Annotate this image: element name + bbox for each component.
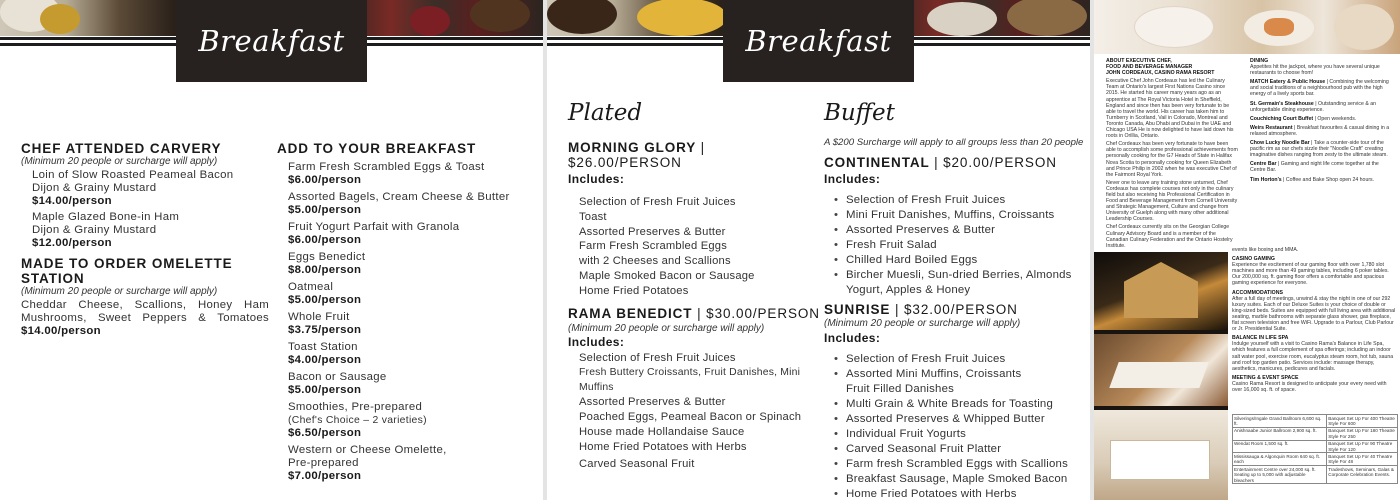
package-item: • Bircher Muesli, Sun-dried Berries, Almonds — [824, 268, 1086, 283]
addon-item-line: Fruit Yogurt Parfait with Granola — [288, 221, 460, 233]
restaurant-entry — [1250, 140, 1390, 158]
chef-bio-heading: FOOD AND BEVERAGE MANAGER — [1106, 64, 1193, 71]
package-items — [824, 193, 1086, 298]
menu-item-line: Dijon & Grainy Mustard — [32, 182, 157, 194]
addon-item — [288, 311, 537, 337]
restaurant-name: Chow Lucky Noodle Bar — [1250, 140, 1310, 147]
restaurant-desc: | Coffee and Bake Shop open 24 hours. — [1283, 176, 1375, 183]
table-cell: Wendat Room 1,500 sq. ft. — [1233, 440, 1327, 453]
amenity-text: After a full day of meetings, unwind & stay the night in one of our 292 luxury suites. Each of our Deluxe Suites is your choice of double or king-sized beds. Suites are equipped with full living area with additional seating, marble bathrooms with separate glass shower, gas fireplace, flat screen television and free WiFi. Upgrade to a Parlour, Club Parlour or Jr. Presidential Suite. — [1232, 295, 1396, 333]
addon-item-line: Smoothies, Pre-prepared — [288, 401, 423, 413]
package-item: • Selection of Fresh Fruit Juices — [824, 352, 1086, 367]
restaurant-name: Couchiching Court Buffet — [1250, 115, 1314, 122]
package-item: • Home Fried Potatoes with Herbs — [824, 487, 1086, 502]
title-banner — [723, 0, 914, 82]
amenity-heading: MEETING & EVENT SPACE — [1232, 374, 1299, 381]
section-note: (Minimum 20 people or surcharge will apply) — [824, 318, 1021, 329]
meeting-space-table — [1232, 414, 1398, 484]
restaurant-desc: | Breakfast favourites & casual dining in a relaxed atmosphere. — [1250, 124, 1390, 137]
package-item: Maple Smoked Bacon or Sausage — [579, 269, 755, 282]
omelette-ingredients: Cheddar Cheese, Scallions, Honey Ham — [21, 299, 269, 311]
package-item: Home Fried Potatoes with Herbs — [579, 440, 747, 453]
package-item: Farm Fresh Scrambled Eggs — [579, 240, 727, 253]
includes-label: Includes: — [568, 335, 625, 349]
includes-label: Includes: — [568, 172, 625, 186]
menu-page-middle — [547, 0, 1090, 500]
table-cell: Entertainment Centre over 24,000 sq. ft. Seating up to 5,000 with adjustable bleachers — [1233, 466, 1327, 484]
addon-item-price: $5.00/person — [288, 204, 362, 216]
chef-bio-heading: JOHN CORDEAUX, CASINO RAMA RESORT — [1106, 70, 1215, 77]
section-heading: MADE TO ORDER OMELETTE STATION — [21, 256, 233, 286]
table-row — [1233, 466, 1398, 484]
package-item: with 2 Cheeses and Scallions — [579, 255, 731, 268]
package-item: Home Fried Potatoes — [579, 284, 689, 297]
addon-item-price: $5.00/person — [288, 384, 362, 396]
addon-item — [288, 221, 537, 247]
resort-photo-mosaic — [1094, 252, 1228, 500]
package-item: • Individual Fruit Yogurts — [824, 427, 1086, 442]
amenity-heading: BALANCE IN LIFE SPA — [1232, 335, 1289, 342]
table-cell: Banquet Set Up For 40 Theatre Style For 48 — [1327, 453, 1398, 466]
addon-item-price: $8.00/person — [288, 264, 362, 276]
addon-item-price: $5.00/person — [288, 294, 362, 306]
addon-item-line: Whole Fruit — [288, 311, 350, 323]
table-cell: Banquet Set Up For 180 Theatre Style For 250 — [1327, 427, 1398, 440]
section-heading: CHEF ATTENDED CARVERY — [21, 141, 222, 156]
restaurant-entry — [1250, 116, 1390, 122]
section-heading: DINING — [1250, 58, 1269, 64]
restaurant-name: Centre Bar — [1250, 161, 1277, 168]
includes-label: Includes: — [824, 172, 881, 186]
table-row — [1233, 440, 1398, 453]
addon-item-price: $4.00/person — [288, 354, 362, 366]
menu-item-price: $14.00/person — [32, 195, 112, 207]
addon-item — [288, 251, 537, 277]
addon-item-price: $6.50/person — [288, 427, 362, 439]
package-item: • Mini Fruit Danishes, Muffins, Croissants — [824, 208, 1086, 223]
amenity-section — [1232, 256, 1398, 286]
restaurant-entry — [1250, 125, 1390, 137]
package-item: • Carved Seasonal Fruit Platter — [824, 442, 1086, 457]
package-item: • Selection of Fresh Fruit Juices — [824, 193, 1086, 208]
buffet-surcharge-note: A $200 Surcharge will apply to all groups less than 20 people — [824, 137, 1084, 148]
table-cell: Anishnaabe Junior Ballroom 2,900 sq. ft. — [1233, 427, 1327, 440]
page-title: Breakfast — [198, 24, 345, 58]
chef-bio-paragraph: Executive Chef John Cordeaux has led the Culinary Team at Ontario's largest First Nations Casino since 2015. He started his career many years ago as an apprentice at The Royal Victoria Hotel in Sheffield, England and since then has been very fortunate to be able to travel the world. His career has taken him to Turnberry in Scotland, Vail in Colorado, Montreal and Toronto Canada, Abu Dhabi and Dubai in the UAE and Chicago USA He is now delighted to have laid down his roots in Orillia, Ontario. — [1106, 78, 1234, 140]
addon-item-line: Farm Fresh Scrambled Eggs & Toast — [288, 161, 485, 173]
info-page-right — [1094, 0, 1400, 500]
package-item: Assorted Preserves & Butter — [579, 396, 726, 409]
restaurant-list — [1250, 79, 1390, 182]
amenity-heading: ACCOMMODATIONS — [1232, 289, 1283, 296]
package-name: SUNRISE — [824, 302, 891, 317]
addon-item-line: Oatmeal — [288, 281, 334, 293]
package-item: House made Hollandaise Sauce — [579, 425, 745, 438]
package-name: CONTINENTAL — [824, 155, 930, 170]
addon-item-line: Western or Cheese Omelette, — [288, 444, 447, 456]
addon-item — [288, 341, 537, 367]
includes-label: Includes: — [824, 331, 881, 345]
amenity-heading: CASINO GAMING — [1232, 256, 1275, 263]
buffet-heading: Buffet — [824, 100, 895, 126]
restaurant-entry — [1250, 177, 1390, 183]
package-item: • Assorted Mini Muffins, Croissants — [824, 367, 1086, 382]
plated-dish-photo — [1094, 0, 1400, 54]
amenity-text: Experience the excitement of our gaming floor with over 1,780 slot machines and more than 49 gaming tables, including 6 poker tables. Our 200,000 sq. ft. gaming floor offers a comfortable and spacious gaming experience for everyone. — [1232, 262, 1389, 287]
table-cell: Mississauga & Algonquin Room 640 sq. ft. each — [1233, 453, 1327, 466]
addon-item-line: Pre-prepared — [288, 457, 359, 469]
package-name: MORNING GLORY — [568, 140, 696, 155]
page-title: Breakfast — [745, 24, 892, 58]
dining-section — [1250, 58, 1390, 186]
chef-bio-paragraph: Chef Cordeaux currently sits on the Georgian College Culinary Advisory Board and is a member of the Canadian Culinary Federation and the Ontario Hostelry Institute. — [1106, 224, 1233, 249]
addon-item-line: Toast Station — [288, 341, 358, 353]
rama-benedict-section — [568, 306, 833, 471]
carvery-section — [21, 141, 261, 250]
resort-amenities — [1232, 247, 1398, 396]
addon-item — [288, 191, 537, 217]
restaurant-desc: | Outstanding service & an unforgettable dining experience. — [1250, 100, 1376, 113]
restaurant-name: St. Germain's Steakhouse — [1250, 100, 1314, 107]
package-item: Carved Seasonal Fruit — [579, 457, 695, 470]
table-row — [1233, 427, 1398, 440]
package-item: Selection of Fresh Fruit Juices — [579, 352, 736, 364]
section-note: (Minimum 20 people or surcharge will apply) — [21, 156, 218, 167]
addon-item — [288, 401, 537, 440]
restaurant-name: MATCH Eatery & Public House — [1250, 79, 1326, 86]
package-items — [568, 195, 823, 299]
menu-item-price: $14.00/person — [21, 325, 101, 337]
amenity-text: Indulge yourself with a visit to Casino Rama's Balance in Life Spa, which features a full complement of spa offerings; including an indoor salt water pool, exercise room, eucalyptus steam room, hot tub, sauna and roof top garden patio. Services include: massage therapy, aesthetics, manicures, pedicures and facials. — [1232, 341, 1394, 372]
sunrise-section — [824, 302, 1086, 502]
restaurant-entry — [1250, 161, 1390, 173]
package-price: | $32.00/PERSON — [894, 302, 1018, 317]
package-price: | $20.00/PERSON — [934, 155, 1057, 170]
omelette-ingredients: Mushrooms, Sweet Peppers & Tomatoes — [21, 312, 269, 324]
addon-item-line: Assorted Bagels, Cream Cheese & Butter — [288, 191, 510, 203]
addon-item — [288, 444, 537, 483]
amenity-section — [1232, 290, 1398, 333]
table-cell: Banquet Set Up For 400 Theatre Style For 600 — [1327, 415, 1398, 428]
events-tail-text: events like boxing and MMA. — [1232, 247, 1299, 253]
menu-item-line: Maple Glazed Bone-in Ham — [32, 211, 180, 223]
omelette-section — [21, 256, 269, 338]
amenity-text: Casino Rama Resort is designed to anticipate your every need with over 16,000 sq. ft. of space. — [1232, 380, 1387, 393]
restaurant-name: Tim Horton's — [1250, 176, 1282, 183]
morning-glory-section — [568, 140, 823, 299]
amenity-sections — [1232, 256, 1398, 393]
restaurant-name: Weirs Restaurant — [1250, 124, 1293, 131]
package-items — [568, 351, 833, 471]
package-item: • Assorted Preserves & Whipped Butter — [824, 412, 1086, 427]
addons-section — [277, 141, 537, 483]
table-row — [1233, 415, 1398, 428]
continental-section — [824, 155, 1086, 298]
package-price: | $26.00/PERSON — [568, 140, 706, 170]
chef-bio-paragraph: Never one to leave any training stone unturned, Chef Cordeaux has complete courses not only in the culinary field but also receiving his Professional Certification in Food and Beverage Management from Cornell University and Strategic Management, Culture and change from University of Guelph along with many other additional Leadership Courses. — [1106, 179, 1238, 223]
section-note: (Minimum 20 people or surcharge will apply) — [568, 323, 765, 334]
addon-item-price: $6.00/person — [288, 174, 362, 186]
addon-item-price: $6.00/person — [288, 234, 362, 246]
package-item: • Breakfast Sausage, Maple Smoked Bacon — [824, 472, 1086, 487]
addon-item-price: $7.00/person — [288, 470, 362, 482]
package-item: • Chilled Hard Boiled Eggs — [824, 253, 1086, 268]
package-item: Yogurt, Apples & Honey — [846, 284, 971, 296]
package-item: Selection of Fresh Fruit Juices — [579, 196, 736, 208]
amenity-section — [1232, 335, 1398, 372]
package-items — [824, 352, 1086, 502]
package-item: Assorted Preserves & Butter — [579, 225, 726, 238]
package-item: Fresh Buttery Croissants, Fruit Danishes, Mini Muffins — [579, 366, 801, 393]
chef-bio — [1106, 58, 1238, 249]
restaurant-entry — [1250, 79, 1390, 97]
menu-item-line: Dijon & Grainy Mustard — [32, 224, 157, 236]
table-cell: Silverings/Ingale Grand Ballroom 6,600 sq. ft. — [1233, 415, 1327, 428]
addon-item — [288, 371, 537, 397]
plated-heading: Plated — [568, 100, 643, 126]
table-cell: Banquet Set Up For 90 Theatre Style For 120 — [1327, 440, 1398, 453]
package-item: Fruit Filled Danishes — [846, 383, 955, 395]
restaurant-desc: | Take a counter-side tour of the pacific rim as our chefs sizzle their "Noodle Craft" creating imaginative dishes ranging from zesty to the ultimate steam. — [1250, 140, 1388, 159]
dining-intro: Appetites hit the jackpot, where you have several unique restaurants to choose from! — [1250, 64, 1380, 77]
addon-item-line: Bacon or Sausage — [288, 371, 387, 383]
chef-bio-heading: ABOUT EXECUTIVE CHEF, — [1106, 58, 1172, 64]
package-price: | $30.00/PERSON — [697, 306, 820, 321]
section-heading: ADD TO YOUR BREAKFAST — [277, 141, 477, 156]
package-item: • Assorted Preserves & Butter — [824, 223, 1086, 238]
addon-item-line: Eggs Benedict — [288, 251, 366, 263]
addon-item — [288, 161, 537, 187]
package-name: RAMA BENEDICT — [568, 306, 693, 321]
menu-page-left — [0, 0, 543, 500]
addons-list — [277, 161, 537, 483]
table-cell: Tradeshows, Seminars, Galas & Corporate Celebration Events. — [1327, 466, 1398, 484]
table-row — [1233, 453, 1398, 466]
addon-item-line: (Chef's Choice – 2 varieties) — [288, 415, 427, 426]
menu-item-line: Loin of Slow Roasted Peameal Bacon — [32, 169, 234, 181]
menu-item-price: $12.00/person — [32, 237, 112, 249]
package-item: • Multi Grain & White Breads for Toasting — [824, 397, 1086, 412]
package-item: Poached Eggs, Peameal Bacon or Spinach — [579, 411, 802, 424]
restaurant-desc: | Open weekends. — [1314, 115, 1357, 122]
package-item: • Fresh Fruit Salad — [824, 238, 1086, 253]
addon-item-price: $3.75/person — [288, 324, 362, 336]
title-banner — [176, 0, 367, 82]
amenity-section — [1232, 375, 1398, 393]
addon-item — [288, 281, 537, 307]
restaurant-desc: | Gaming and night life come together at the Centre Bar. — [1250, 161, 1379, 174]
restaurant-entry — [1250, 101, 1390, 113]
package-item: Toast — [579, 210, 607, 223]
section-note: (Minimum 20 people or surcharge will apply) — [21, 286, 218, 297]
chef-bio-paragraph: Chef Cordeaux has been very fortunate to have been able to accomplish some professional achievements from personally cooking for the G7 Heads of State in Halifax Nova Scotia to personally cooking for Queen Elizabeth and Prince Philip in 2002 when he was executive Chef of the Fairmont Royal York. — [1106, 141, 1238, 178]
package-item: • Farm fresh Scrambled Eggs with Scallions — [824, 457, 1086, 472]
restaurant-desc: | Combining the welcoming and social traditions of a neighbourhood pub with the high energy of a lively sports bar. — [1250, 79, 1389, 98]
